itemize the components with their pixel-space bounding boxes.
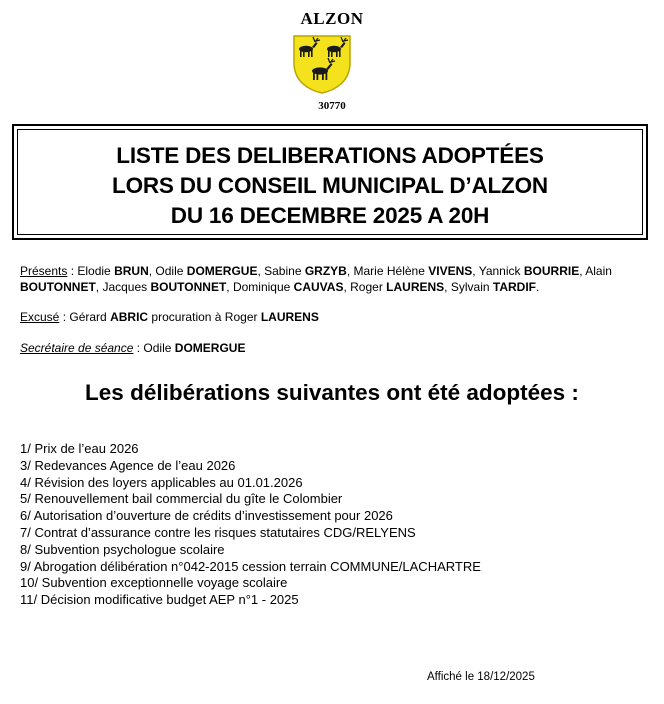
excuse-paragraph: Excusé : Gérard ABRIC procuration à Roger LAURENS <box>20 310 319 324</box>
list-item: 3/ Redevances Agence de l’eau 2026 <box>20 457 236 473</box>
list-item: 11/ Décision modificative budget AEP n°1 - 2025 <box>20 592 299 608</box>
list-item: 4/ Révision des loyers applicables au 01.01.2026 <box>20 474 303 490</box>
secretaire-label: Secrétaire de séance <box>20 341 134 355</box>
document-title-line-1: LISTE DES DELIBERATIONS ADOPTÉES <box>116 143 544 168</box>
list-item: 6/ Autorisation d’ouverture de crédits d’investissement pour 2026 <box>20 508 393 524</box>
section-heading: Les délibérations suivantes ont été adoptées : <box>85 380 579 405</box>
deliberations-list <box>20 441 481 609</box>
town-name: ALZON <box>300 9 364 28</box>
list-item: 5/ Renouvellement bail commercial du gîte le Colombier <box>20 491 343 507</box>
excuse-label: Excusé <box>20 310 60 324</box>
list-item: 10/ Subvention exceptionnelle voyage scolaire <box>20 575 288 591</box>
postal-code: 30770 <box>318 100 346 112</box>
posted-date: Affiché le 18/12/2025 <box>427 671 535 683</box>
presents-paragraph: Présents : Elodie BRUN, Odile DOMERGUE, Sabine GRZYB, Marie Hélène VIVENS, Yannick BOURRIE, Alain BOUTONNET, Jacques BOUTONNET, Dominique CAUVAS, Roger LAURENS, Sylvain TARDIF. <box>20 264 612 294</box>
title-box <box>12 124 648 240</box>
secretaire-paragraph: Secrétaire de séance : Odile DOMERGUE <box>20 341 246 355</box>
presents-label: Présents <box>20 264 68 278</box>
crest-icon <box>290 33 354 95</box>
list-item: 1/ Prix de l’eau 2026 <box>20 441 139 456</box>
list-item: 7/ Contrat d’assurance contre les risques statutaires CDG/RELYENS <box>20 524 416 540</box>
document-title-line-2: LORS DU CONSEIL MUNICIPAL D’ALZON <box>112 173 548 198</box>
list-item: 9/ Abrogation délibération n°042-2015 cession terrain COMMUNE/LACHARTRE <box>20 558 481 574</box>
document-title-line-3: DU 16 DECEMBRE 2025 A 20H <box>170 203 490 228</box>
list-item: 8/ Subvention psychologue scolaire <box>20 541 225 557</box>
